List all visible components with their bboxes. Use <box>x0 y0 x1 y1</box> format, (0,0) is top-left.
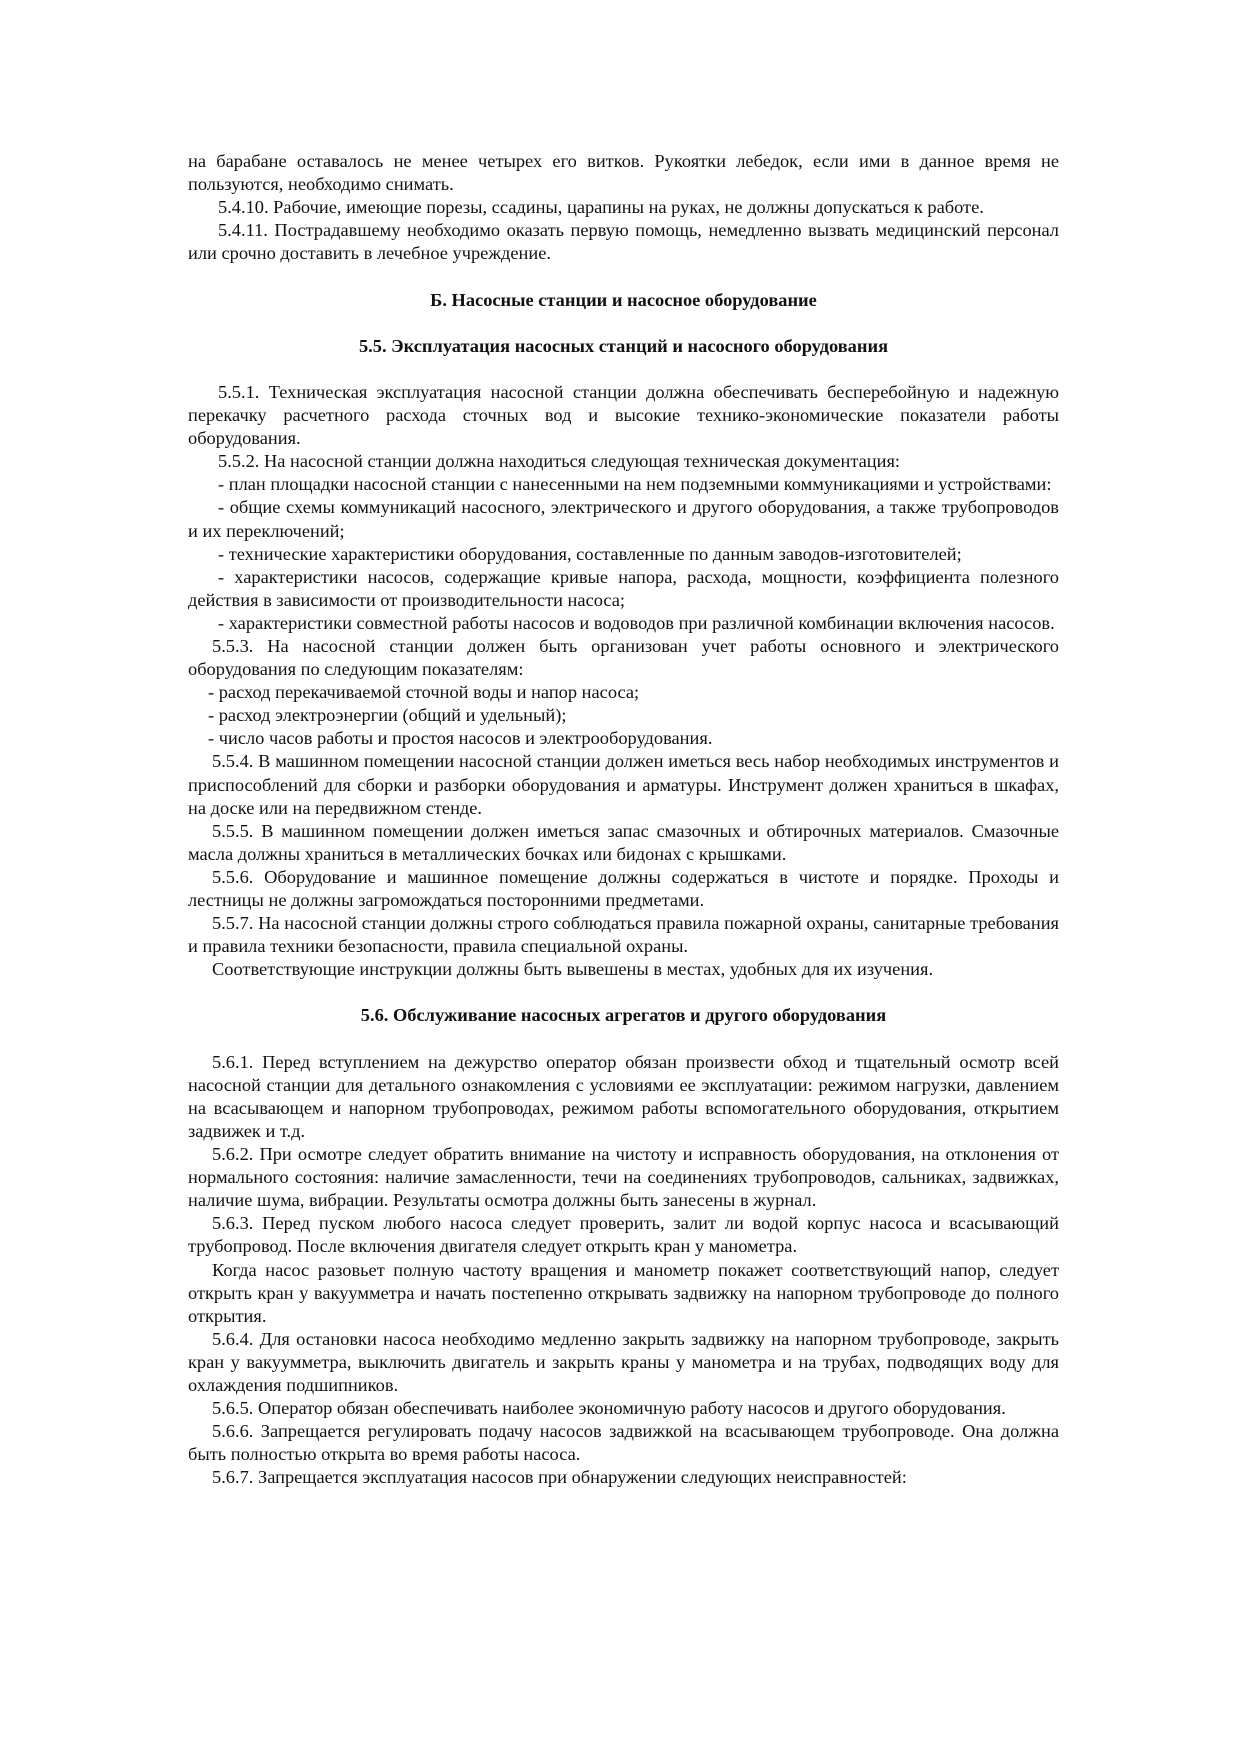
paragraph: 5.4.10. Рабочие, имеющие порезы, ссадины, царапины на руках, не должны допускаться к работе. <box>218 197 984 218</box>
section-heading: 5.6. Обслуживание насосных агрегатов и другого оборудования <box>360 1005 887 1026</box>
list-item: - общие схемы коммуникаций насосного, электрического и другого оборудования, а также трубопроводов и их переключений; <box>188 497 1059 541</box>
list-item: - план площадки насосной станции с нанесенными на нем подземными коммуникациями и устройствами: <box>218 474 1052 495</box>
paragraph: Соответствующие инструкции должны быть вывешены в местах, удобных для их изучения. <box>212 959 934 980</box>
paragraph: 5.5.1. Техническая эксплуатация насосной станции должна обеспечивать бесперебойную и надежную перекачку расчетного расхода сточных вод и высокие технико-экономические показатели работы оборудования. <box>188 381 1059 449</box>
paragraph: Когда насос разовьет полную частоту вращения и манометр покажет соответствующий напор, следует открыть кран у вакуумметра и начать постепенно открывать задвижку на напорном трубопроводе до полного открытия. <box>188 1259 1059 1326</box>
paragraph: 5.4.11. Пострадавшему необходимо оказать первую помощь, немедленно вызвать медицинский персонал или срочно доставить в лечебное учреждение. <box>188 220 1059 264</box>
list-item: - технические характеристики оборудования, составленные по данным заводов-изготовителей; <box>218 543 962 564</box>
part-heading: Б. Насосные станции и насосное оборудование <box>430 289 817 310</box>
document-page <box>188 150 1059 1489</box>
paragraph: 5.6.6. Запрещается регулировать подачу насосов задвижкой на всасывающем трубопроводе. Она должна быть полностью открыта во время работы насоса. <box>188 1421 1059 1465</box>
list-item: - расход электроэнергии (общий и удельный); <box>208 705 567 726</box>
paragraph: 5.5.6. Оборудование и машинное помещение должны содержаться в чистоте и порядке. Проходы и лестницы не должны загромождаться посторонними предметами. <box>188 866 1059 910</box>
paragraph: 5.6.4. Для остановки насоса необходимо медленно закрыть задвижку на напорном трубопроводе, закрыть кран у вакуумметра, выключить двигатель и закрыть краны у манометра и на трубах, подводящих воду для охлаждения подшипников. <box>188 1328 1059 1395</box>
paragraph: 5.5.4. В машинном помещении насосной станции должен иметься весь набор необходимых инструментов и приспособлений для сборки и разборки оборудования и арматуры. Инструмент должен храниться в шкафах, на доске или на передвижном стенде. <box>188 751 1059 818</box>
paragraph: 5.5.2. На насосной станции должна находиться следующая техническая документация: <box>218 451 901 472</box>
paragraph: 5.6.7. Запрещается эксплуатация насосов при обнаружении следующих неисправностей: <box>212 1467 907 1488</box>
paragraph: 5.6.3. Перед пуском любого насоса следует проверить, залит ли водой корпус насоса и всасывающий трубопровод. После включения двигателя следует открыть кран у манометра. <box>188 1213 1059 1257</box>
paragraph: 5.6.1. Перед вступлением на дежурство оператор обязан произвести обход и тщательный осмотр всей насосной станции для детального ознакомления с условиями ее эксплуатации: режимом нагрузки, давлением на всасывающем и напорном трубопроводах, режимом работы вспомогательного оборудования, открытием задвижек и т.д. <box>188 1051 1059 1141</box>
paragraph: на барабане оставалось не менее четырех его витков. Рукоятки лебедок, если ими в данное время не пользуются, необходимо снимать. <box>188 151 1059 195</box>
paragraph: 5.5.7. На насосной станции должны строго соблюдаться правила пожарной охраны, санитарные требования и правила техники безопасности, правила специальной охраны. <box>188 913 1059 957</box>
list-item: - характеристики совместной работы насосов и водоводов при различной комбинации включения насосов. <box>218 612 1055 633</box>
list-item: - расход перекачиваемой сточной воды и напор насоса; <box>208 682 640 703</box>
list-item: - характеристики насосов, содержащие кривые напора, расхода, мощности, коэффициента полезного действия в зависимости от производительности насоса; <box>188 566 1059 610</box>
paragraph: 5.6.5. Оператор обязан обеспечивать наиболее экономичную работу насосов и другого оборудования. <box>212 1398 1006 1419</box>
paragraph: 5.5.5. В машинном помещении должен иметься запас смазочных и обтирочных материалов. Смазочные масла должны храниться в металлических бочках или бидонах с крышками. <box>188 820 1059 864</box>
paragraph: 5.6.2. При осмотре следует обратить внимание на чистоту и исправность оборудования, на отклонения от нормального состояния: наличие замасленности, течи на соединениях трубопроводов, сальниках, задвижках, наличие шума, вибрации. Результаты осмотра должны быть занесены в журнал. <box>188 1144 1059 1211</box>
list-item: - число часов работы и простоя насосов и электрооборудования. <box>208 728 713 749</box>
section-heading: 5.5. Эксплуатация насосных станций и насосного оборудования <box>358 335 889 356</box>
paragraph: 5.5.3. На насосной станции должен быть организован учет работы основного и электрического оборудования по следующим показателям: <box>188 635 1059 680</box>
